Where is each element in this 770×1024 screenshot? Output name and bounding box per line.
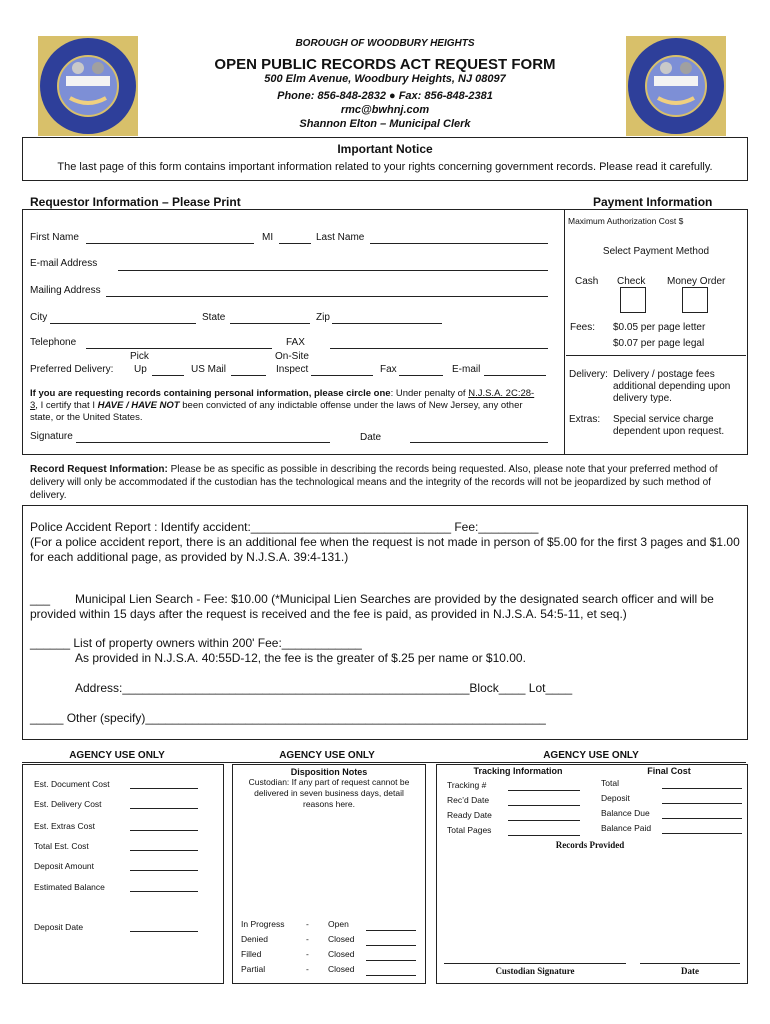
zip-label: Zip — [316, 312, 330, 323]
extras-label: Extras: — [569, 414, 601, 425]
status-left-label: Partial — [241, 964, 266, 974]
tracking-row-field[interactable] — [508, 820, 580, 821]
borough-seal-right — [626, 36, 726, 136]
lien-search-blank[interactable]: ___ — [30, 592, 51, 606]
delivery-label: Delivery: — [569, 369, 608, 380]
signature-label: Signature — [30, 431, 73, 442]
status-right-label: Closed — [328, 964, 355, 974]
custodian-signature-field[interactable] — [444, 963, 626, 964]
status-left-label: Denied — [241, 934, 268, 944]
fax-delivery-field[interactable] — [399, 375, 443, 376]
police-report-text: (For a police accident report, there is an additional fee when the request is not made in person of $5.00 for the first 3 pages and $1.00 for each additional page, as provided by N.J.S.A. 39:4-131.) — [30, 535, 740, 564]
city-label: City — [30, 312, 48, 323]
agency-heading-2: AGENCY USE ONLY — [279, 750, 375, 761]
telephone-field[interactable] — [86, 348, 272, 349]
cash-label: Cash — [575, 276, 599, 287]
record-request-text: Please be as specific as possible in describing the records being requested. Also, please note that your preferred method of delivery will only be accommodated if the custodian has the technological means and the integrity of the records will not be jeopardized by such method of delivery. — [30, 464, 718, 501]
zip-field[interactable] — [332, 323, 442, 324]
cost-row-label: Deposit Date — [34, 922, 84, 932]
police-report-line[interactable]: Police Accident Report : Identify accident:______________________________ Fee:_________ — [30, 520, 539, 534]
cost-row-label: Est. Extras Cost — [34, 821, 95, 831]
state-label: State — [202, 312, 226, 323]
records-provided-label: Records Provided — [555, 840, 625, 850]
agency-heading-3: AGENCY USE ONLY — [543, 750, 639, 761]
fee-legal: $0.07 per page legal — [613, 338, 705, 349]
check-label: Check — [617, 276, 646, 287]
date-label: Date — [360, 432, 382, 443]
cost-row-label: Est. Document Cost — [34, 779, 110, 789]
extras-text: Special service charge dependent upon request. — [613, 414, 725, 437]
inspect-label: Inspect — [276, 364, 309, 375]
borough-seal-left — [38, 36, 138, 136]
certification-statute: N.J.S.A. 2C:28-3 — [30, 388, 535, 411]
status-right-label: Open — [328, 919, 349, 929]
final-cost-title: Final Cost — [647, 766, 691, 776]
header-phone: Phone: 856-848-2832 ● Fax: 856-848-2381 — [277, 90, 493, 102]
cost-estimate-box — [22, 764, 224, 984]
cost-row-label: Total Est. Cost — [34, 841, 89, 851]
header-email: rmc@bwhnj.com — [340, 104, 430, 116]
certification-text — [30, 388, 540, 424]
tracking-row-label: Tracking # — [447, 780, 487, 790]
tracking-title: Tracking Information — [473, 766, 563, 776]
usmail-label: US Mail — [191, 364, 227, 375]
requestor-heading: Requestor Information – Please Print — [30, 195, 241, 209]
payment-divider — [564, 209, 565, 454]
money-order-checkbox[interactable] — [682, 287, 708, 313]
status-dash: - — [306, 964, 309, 974]
email-delivery-label: E-mail — [452, 364, 481, 375]
email-label: E-mail Address — [30, 258, 98, 269]
mailing-field[interactable] — [106, 296, 548, 297]
preferred-delivery-label: Preferred Delivery: — [30, 364, 114, 375]
agency-heading-1: AGENCY USE ONLY — [69, 750, 165, 761]
signature-field[interactable] — [76, 442, 330, 443]
have-have-not[interactable]: HAVE / HAVE NOT — [97, 400, 180, 411]
certification-part-1: : Under penalty of — [390, 388, 469, 399]
final-cost-row-label: Total — [601, 778, 619, 788]
notice-title: Important Notice — [337, 142, 433, 156]
final-cost-row-field[interactable] — [662, 788, 742, 789]
address-block-lot-line[interactable]: Address:____________________________________________________Block____ Lot____ — [75, 681, 573, 695]
tracking-row-field[interactable] — [508, 835, 580, 836]
fees-divider — [566, 355, 746, 356]
last-name-label: Last Name — [316, 232, 365, 243]
status-right-label: Closed — [328, 934, 355, 944]
first-name-label: First Name — [30, 232, 79, 243]
final-cost-row-field[interactable] — [662, 818, 742, 819]
certification-part-2: , I certify that I — [35, 400, 98, 411]
money-order-label: Money Order — [667, 276, 726, 287]
state-field[interactable] — [230, 323, 310, 324]
header-clerk: Shannon Elton – Municipal Clerk — [299, 118, 471, 130]
telephone-label: Telephone — [30, 337, 77, 348]
fax-field[interactable] — [330, 348, 548, 349]
mi-label: MI — [262, 232, 274, 243]
cost-row-label: Estimated Balance — [34, 882, 105, 892]
record-request-label: Record Request Information: — [30, 464, 168, 475]
cost-row-field[interactable] — [130, 808, 198, 809]
status-field[interactable] — [366, 960, 416, 961]
other-specify-line[interactable]: _____ Other (specify)____________________________________________________________ — [30, 711, 546, 725]
email-field[interactable] — [118, 270, 548, 271]
final-cost-row-field[interactable] — [662, 833, 742, 834]
onsite-label: On-Site — [275, 351, 309, 362]
fees-label: Fees: — [570, 322, 596, 333]
lien-search-text: Municipal Lien Search - Fee: $10.00 (*Municipal Lien Searches are provided by the designated search officer and will be provided within 15 days after the request is received and the fee is paid, as provided in N.J.S.A. 54:5-11, et seq.) — [30, 592, 714, 621]
tracking-row-field[interactable] — [508, 805, 580, 806]
status-dash: - — [306, 934, 309, 944]
status-right-label: Closed — [328, 949, 355, 959]
certification-bold: If you are requesting records containing personal information, please circle one — [30, 388, 391, 399]
city-field[interactable] — [50, 323, 196, 324]
record-request-intro — [30, 463, 742, 502]
borough-name: BOROUGH OF WOODBURY HEIGHTS — [295, 38, 475, 49]
tracking-row-label: Total Pages — [447, 825, 492, 835]
tracking-row-label: Rec’d Date — [447, 795, 490, 805]
fee-letter: $0.05 per page letter — [613, 322, 706, 333]
select-payment-label: Select Payment Method — [602, 246, 710, 257]
tracking-row-field[interactable] — [508, 790, 580, 791]
cost-row-field[interactable] — [130, 931, 198, 932]
last-name-field[interactable] — [370, 243, 548, 244]
pick-label: Pick — [130, 351, 149, 362]
status-field[interactable] — [366, 975, 416, 976]
status-dash: - — [306, 919, 309, 929]
max-auth-label: Maximum Authorization Cost $ — [568, 216, 684, 226]
cost-row-label: Est. Delivery Cost — [34, 799, 102, 809]
final-cost-row-label: Deposit — [601, 793, 630, 803]
status-field[interactable] — [366, 930, 416, 931]
final-cost-row-label: Balance Paid — [601, 823, 652, 833]
fax-delivery-label: Fax — [380, 364, 397, 375]
email-delivery-field[interactable] — [484, 375, 546, 376]
disposition-text: Custodian: If any part of request cannot be delivered in seven business days, detail reasons here. — [248, 777, 410, 809]
cost-row-field[interactable] — [130, 850, 198, 851]
status-left-label: In Progress — [241, 919, 285, 929]
usmail-field[interactable] — [231, 375, 266, 376]
final-cost-row-label: Balance Due — [601, 808, 650, 818]
notice-text: The last page of this form contains important information related to your rights concerning government records. Please read it carefully. — [57, 161, 713, 173]
property-owners-text: As provided in N.J.S.A. 40:55D-12, the fee is the greater of $.25 per name or $10.00. — [75, 651, 526, 665]
fax-label: FAX — [286, 337, 305, 348]
tracking-row-label: Ready Date — [447, 810, 492, 820]
header-address: 500 Elm Avenue, Woodbury Heights, NJ 08097 — [264, 73, 506, 85]
cost-row-label: Deposit Amount — [34, 861, 95, 871]
delivery-text: Delivery / postage fees additional depending upon delivery type. — [613, 369, 731, 404]
final-cost-row-field[interactable] — [662, 803, 742, 804]
form-title: OPEN PUBLIC RECORDS ACT REQUEST FORM — [214, 56, 556, 73]
agency-top-rule — [22, 762, 746, 763]
status-dash: - — [306, 949, 309, 959]
mi-field[interactable] — [279, 243, 311, 244]
cost-row-field[interactable] — [130, 870, 198, 871]
pickup-field[interactable] — [152, 375, 184, 376]
check-checkbox[interactable] — [620, 287, 646, 313]
property-owners-line[interactable]: ______ List of property owners within 200' Fee:____________ — [30, 636, 362, 650]
mailing-label: Mailing Address — [30, 285, 101, 296]
cost-row-field[interactable] — [130, 788, 198, 789]
agency-date-label: Date — [681, 966, 699, 976]
important-notice-box — [22, 137, 748, 181]
inspect-field[interactable] — [311, 375, 373, 376]
status-field[interactable] — [366, 945, 416, 946]
cost-row-field[interactable] — [130, 830, 198, 831]
custodian-signature-label: Custodian Signature — [495, 966, 575, 976]
disposition-title: Disposition Notes — [290, 767, 368, 777]
agency-date-field[interactable] — [640, 963, 740, 964]
pickup-label: Up — [134, 364, 147, 375]
status-left-label: Filled — [241, 949, 262, 959]
date-field[interactable] — [410, 442, 548, 443]
certification-part-3: been convicted of any indictable offense under the laws of New Jersey, any other state, or the United States. — [30, 400, 523, 423]
payment-heading: Payment Information — [593, 195, 713, 209]
cost-row-field[interactable] — [130, 891, 198, 892]
first-name-field[interactable] — [86, 243, 254, 244]
